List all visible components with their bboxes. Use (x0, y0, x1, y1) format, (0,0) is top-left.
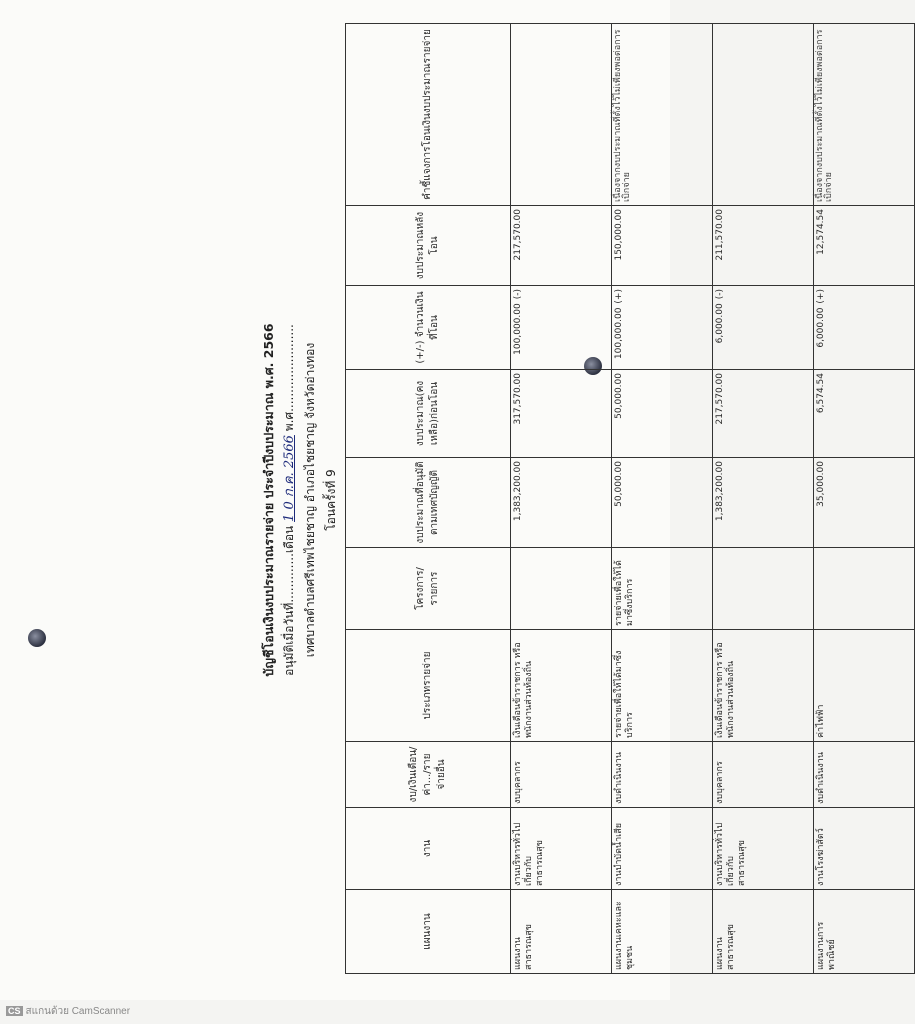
cell-after: 12,574.54 (814, 206, 915, 286)
camscanner-logo: CS (8, 1006, 21, 1016)
cell-type: เงินเดือนข้าราชการ หรือพนักงานส่วนท้องถิ่น (511, 630, 612, 742)
cell-work: งานบริหารทั่วไปเกี่ยวกับสาธารณสุข (713, 808, 814, 890)
cell-project: รายจ่ายเพื่อให้ได้มาซึ่งบริการ (612, 548, 713, 630)
cell-approved: 1,383,200.00 (511, 458, 612, 548)
cell-note: เนื่องจากงบประมาณที่ตั้งไว้ไม่เพียงพอต่อการเบิกจ่าย (814, 24, 915, 206)
transfer-amount: 100,000.00 (513, 303, 523, 355)
document-header (258, 0, 342, 1000)
cell-approved: 1,383,200.00 (713, 458, 814, 548)
column-header: คำชี้แจงการโอนเงินงบประมาณรายจ่าย (346, 24, 511, 206)
cell-after: 211,570.00 (713, 206, 814, 286)
cell-work: งานบำบัดน้ำเสีย (612, 808, 713, 890)
cell-amount (612, 286, 713, 370)
organization: เทศบาลตำบลศรีเทพไชยชาญ อำเภอไชยชาญ จังหวัดอ่างทอง (303, 342, 317, 658)
doc-title: บัญชีโอนเงินงบประมาณรายจ่าย ประจำปีงบประมาณ พ.ศ. 2566 (261, 323, 276, 677)
cell-before: 217,570.00 (713, 370, 814, 458)
approval-line (279, 0, 300, 1000)
cell-note (511, 24, 612, 206)
cell-plan: แผนงานการพาณิชย์ (814, 890, 915, 974)
transfer-amount: 6,000.00 (816, 307, 826, 348)
transfer-sign: (-) (715, 289, 725, 300)
approval-date: 1 0 ก.ค. 2566 (282, 435, 297, 522)
cell-work: งานโรงฆ่าสัตว์ (814, 808, 915, 890)
transfer-amount: 6,000.00 (715, 303, 725, 344)
approval-suffix: พ.ศ....................... (282, 324, 296, 432)
cell-plan: แผนงานสาธารณสุข (511, 890, 612, 974)
cell-type: รายจ่ายเพื่อให้ได้มาซึ่งบริการ (612, 630, 713, 742)
column-header: โครงการ/รายการ (346, 548, 511, 630)
cell-type: ค่าไฟฟ้า (814, 630, 915, 742)
camscanner-watermark (6, 1004, 130, 1019)
cell-before: 50,000.00 (612, 370, 713, 458)
table-row (612, 24, 713, 974)
cell-budget: งบดำเนินงาน (814, 742, 915, 808)
column-header: งบประมาณที่อนุมัติตามเทศบัญญัติ (346, 458, 511, 548)
transfer-amount: 100,000.00 (614, 307, 624, 360)
cell-after: 150,000.00 (612, 206, 713, 286)
table-row (511, 24, 612, 974)
cell-approved: 35,000.00 (814, 458, 915, 548)
transfer-sign: (+) (816, 289, 826, 304)
cell-note: เนื่องจากงบประมาณที่ตั้งไว้ไม่เพียงพอต่อการเบิกจ่าย (612, 24, 713, 206)
cell-note (713, 24, 814, 206)
column-header: งบประมาณหลังโอน (346, 206, 511, 286)
cell-budget: งบบุคลากร (511, 742, 612, 808)
cell-work: งานบริหารทั่วไปเกี่ยวกับสาธารณสุข (511, 808, 612, 890)
camscanner-text: สแกนด้วย CamScanner (25, 1006, 131, 1017)
column-header: แผนงาน (346, 890, 511, 974)
cell-before: 317,570.00 (511, 370, 612, 458)
table-row (713, 24, 814, 974)
transfer-round: โอนครั้งที่ 9 (324, 469, 338, 531)
column-header: ประเภทรายจ่าย (346, 630, 511, 742)
cell-plan: แผนงานสาธารณสุข (713, 890, 814, 974)
cell-budget: งบบุคลากร (713, 742, 814, 808)
cell-project (511, 548, 612, 630)
cell-project (814, 548, 915, 630)
approval-prefix: อนุมัติเมื่อวันที่.............เดือน (282, 525, 296, 676)
table-header-row (346, 24, 511, 974)
column-header: (+/-) จำนวนเงินที่โอน (346, 286, 511, 370)
cell-plan: แผนงานเคหะและชุมชน (612, 890, 713, 974)
cell-after: 217,570.00 (511, 206, 612, 286)
budget-transfer-table (345, 23, 915, 974)
cell-type: เงินเดือนข้าราชการ หรือพนักงานส่วนท้องถิ่น (713, 630, 814, 742)
cell-before: 6,574.54 (814, 370, 915, 458)
cell-amount (511, 286, 612, 370)
table-row (814, 24, 915, 974)
cell-amount (814, 286, 915, 370)
cell-project (713, 548, 814, 630)
transfer-sign: (+) (614, 289, 624, 304)
cell-budget: งบดำเนินงาน (612, 742, 713, 808)
column-header: งาน (346, 808, 511, 890)
cell-amount (713, 286, 814, 370)
cell-approved: 50,000.00 (612, 458, 713, 548)
column-header: งบ/เงินเดือน/ค่า.../รายจ่ายอื่น (346, 742, 511, 808)
transfer-sign: (-) (513, 289, 523, 300)
column-header: งบประมาณ(คงเหลือ)ก่อนโอน (346, 370, 511, 458)
